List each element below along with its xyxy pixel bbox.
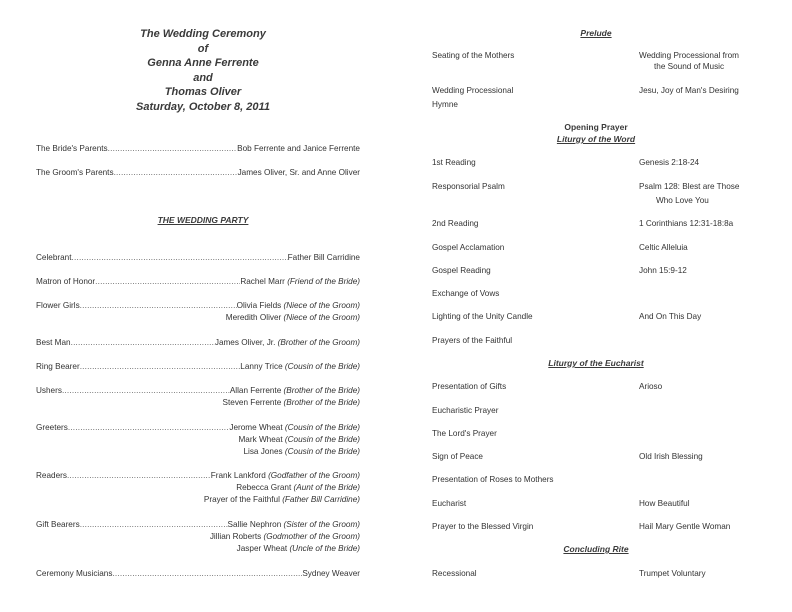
right-page bbox=[396, 0, 792, 612]
relation: (Cousin of the Bride) bbox=[284, 447, 360, 456]
person-name: Lisa Jones bbox=[243, 447, 283, 456]
dot-leader bbox=[68, 422, 230, 434]
relation: (Niece of the Groom) bbox=[283, 313, 360, 322]
program-item: Presentation of Gifts bbox=[432, 382, 507, 391]
dot-leader bbox=[114, 167, 238, 179]
relation: (Godmother of the Groom) bbox=[263, 532, 360, 541]
program-item: Exchange of Vows bbox=[432, 289, 500, 298]
program-music: Hail Mary Gentle Woman bbox=[639, 522, 731, 531]
relation: (Godfather of the Groom) bbox=[268, 471, 360, 480]
liturgy-word-heading: Liturgy of the Word bbox=[556, 134, 636, 144]
person-name: Father Bill Carridine bbox=[287, 253, 360, 262]
role-label: Best Man bbox=[36, 338, 71, 347]
grooms-parents-label: The Groom's Parents bbox=[36, 168, 114, 177]
role-label: Gift Bearers bbox=[36, 520, 80, 529]
title-line: Thomas Oliver bbox=[164, 86, 242, 98]
party-row-continued bbox=[36, 543, 360, 555]
relation: (Sister of the Groom) bbox=[283, 520, 360, 529]
relation: (Brother of the Bride) bbox=[283, 398, 360, 407]
dot-leader bbox=[95, 276, 240, 288]
concluding-rite-heading: Concluding Rite bbox=[563, 544, 629, 554]
person-name: Jerome Wheat bbox=[229, 423, 283, 432]
party-row-ushers bbox=[36, 385, 360, 397]
relation: (Uncle of the Bride) bbox=[289, 544, 360, 553]
brides-parents-label: The Bride's Parents bbox=[36, 144, 108, 153]
ceremony-title bbox=[36, 27, 370, 114]
wedding-party-heading: THE WEDDING PARTY bbox=[157, 215, 249, 225]
role-label: Ceremony Musicians bbox=[36, 569, 113, 578]
party-row-ring-bearer bbox=[36, 361, 360, 373]
person-name: James Oliver, Jr. bbox=[214, 338, 276, 347]
party-row-gift-bearers bbox=[36, 519, 360, 531]
dot-leader bbox=[108, 143, 237, 155]
party-row-flower-girls bbox=[36, 300, 360, 312]
liturgy-eucharist-heading: Liturgy of the Eucharist bbox=[548, 358, 644, 368]
relation: (Aunt of the Bride) bbox=[293, 483, 360, 492]
program-item: 1st Reading bbox=[432, 158, 476, 167]
title-line: and bbox=[193, 71, 213, 84]
dot-leader bbox=[71, 337, 215, 349]
program-item: Responsorial Psalm bbox=[432, 182, 505, 191]
relation: (Cousin of the Bride) bbox=[284, 435, 360, 444]
program-item: The Lord's Prayer bbox=[432, 429, 497, 438]
person-name: Sydney Weaver bbox=[302, 569, 360, 578]
dot-leader bbox=[67, 470, 211, 482]
person-name: Steven Ferrente bbox=[222, 398, 282, 407]
program-item: Eucharistic Prayer bbox=[432, 406, 499, 415]
program-item: Recessional bbox=[432, 569, 477, 578]
opening-prayer-heading: Opening Prayer bbox=[564, 122, 628, 132]
dot-leader bbox=[80, 300, 237, 312]
program-item: Seating of the Mothers bbox=[432, 51, 515, 60]
party-row-matron bbox=[36, 276, 360, 288]
program-item: Gospel Acclamation bbox=[432, 243, 505, 252]
relation: (Niece of the Groom) bbox=[283, 301, 360, 310]
program-music: the Sound of Music bbox=[654, 62, 725, 71]
party-row-continued bbox=[36, 494, 360, 506]
person-name: Prayer of the Faithful bbox=[203, 495, 280, 504]
relation: (Cousin of the Bride) bbox=[284, 362, 360, 371]
program-reference: Genesis 2:18-24 bbox=[639, 158, 700, 167]
dot-leader bbox=[62, 385, 230, 397]
grooms-parents-value: James Oliver, Sr. and Anne Oliver bbox=[237, 168, 360, 177]
program-reference: Psalm 128: Blest are Those bbox=[639, 182, 740, 191]
party-row-continued bbox=[36, 531, 360, 543]
role-label: Greeters bbox=[36, 423, 68, 432]
dot-leader bbox=[72, 252, 288, 264]
program-item: Prayer to the Blessed Virgin bbox=[432, 522, 534, 531]
dot-leader bbox=[112, 568, 302, 580]
program-item: Lighting of the Unity Candle bbox=[432, 312, 533, 321]
title-line: Genna Anne Ferrente bbox=[147, 57, 259, 69]
brides-parents-row bbox=[36, 143, 360, 155]
role-label: Readers bbox=[36, 471, 67, 480]
program-reference: John 15:9-12 bbox=[639, 266, 687, 275]
program-item: Sign of Peace bbox=[432, 452, 483, 461]
title-line: The Wedding Ceremony bbox=[140, 28, 266, 40]
program-item: 2nd Reading bbox=[432, 219, 479, 228]
program-music: Wedding Processional from bbox=[639, 51, 739, 60]
party-row-continued bbox=[36, 434, 360, 446]
person-name: Allan Ferrente bbox=[229, 386, 282, 395]
dot-leader bbox=[80, 361, 241, 373]
title-line: of bbox=[197, 42, 209, 55]
relation: (Brother of the Groom) bbox=[277, 338, 360, 347]
program-item: Prayers of the Faithful bbox=[432, 336, 513, 345]
person-name: Jasper Wheat bbox=[236, 544, 288, 553]
program-music: Trumpet Voluntary bbox=[639, 569, 706, 578]
program-music: How Beautiful bbox=[639, 499, 690, 508]
grooms-parents-row bbox=[36, 167, 360, 179]
title-line: Saturday, October 8, 2011 bbox=[136, 100, 270, 113]
party-row-continued bbox=[36, 446, 360, 458]
relation: (Brother of the Bride) bbox=[283, 386, 360, 395]
program-music: Celtic Alleluia bbox=[639, 243, 688, 252]
role-label: Flower Girls bbox=[36, 301, 80, 310]
person-name: Frank Lankford bbox=[210, 471, 266, 480]
role-label: Ring Bearer bbox=[36, 362, 80, 371]
program-item: Presentation of Roses to Mothers bbox=[432, 475, 554, 484]
person-name: Sallie Nephron bbox=[227, 520, 282, 529]
party-row-continued bbox=[36, 482, 360, 494]
program-item: Gospel Reading bbox=[432, 266, 491, 275]
dot-leader bbox=[80, 519, 228, 531]
role-label: Matron of Honor bbox=[36, 277, 96, 286]
program-item: Hymne bbox=[432, 100, 458, 109]
person-name: Jillian Roberts bbox=[209, 532, 262, 541]
program-music: Jesu, Joy of Man's Desiring bbox=[639, 86, 739, 95]
party-row-greeters bbox=[36, 422, 360, 434]
person-name: Rebecca Grant bbox=[236, 483, 292, 492]
party-row-readers bbox=[36, 470, 360, 482]
person-name: Mark Wheat bbox=[238, 435, 283, 444]
program-item: Wedding Processional bbox=[432, 86, 514, 95]
role-label: Ushers bbox=[36, 386, 62, 395]
relation: (Friend of the Bride) bbox=[287, 277, 360, 286]
party-row-musicians bbox=[36, 568, 360, 580]
party-row-continued bbox=[36, 397, 360, 409]
relation: (Father Bill Carridine) bbox=[282, 495, 360, 504]
program-reference: 1 Corinthians 12:31-18:8a bbox=[639, 219, 734, 228]
brides-parents-value: Bob Ferrente and Janice Ferrente bbox=[237, 144, 360, 153]
program-music: And On This Day bbox=[639, 312, 702, 321]
party-row-continued bbox=[36, 312, 360, 324]
program-item: Eucharist bbox=[432, 499, 467, 508]
party-row-celebrant bbox=[36, 252, 360, 264]
party-row-best-man bbox=[36, 337, 360, 349]
prelude-heading: Prelude bbox=[580, 28, 612, 38]
role-label: Celebrant bbox=[36, 253, 72, 262]
person-name: Lanny Trice bbox=[240, 362, 283, 371]
person-name: Rachel Marr bbox=[240, 277, 285, 286]
relation: (Cousin of the Bride) bbox=[284, 423, 360, 432]
program-music: Old Irish Blessing bbox=[639, 452, 703, 461]
person-name: Olivia Fields bbox=[236, 301, 282, 310]
person-name: Meredith Oliver bbox=[225, 313, 282, 322]
program-reference: Who Love You bbox=[656, 196, 709, 205]
program-music: Arioso bbox=[639, 382, 663, 391]
